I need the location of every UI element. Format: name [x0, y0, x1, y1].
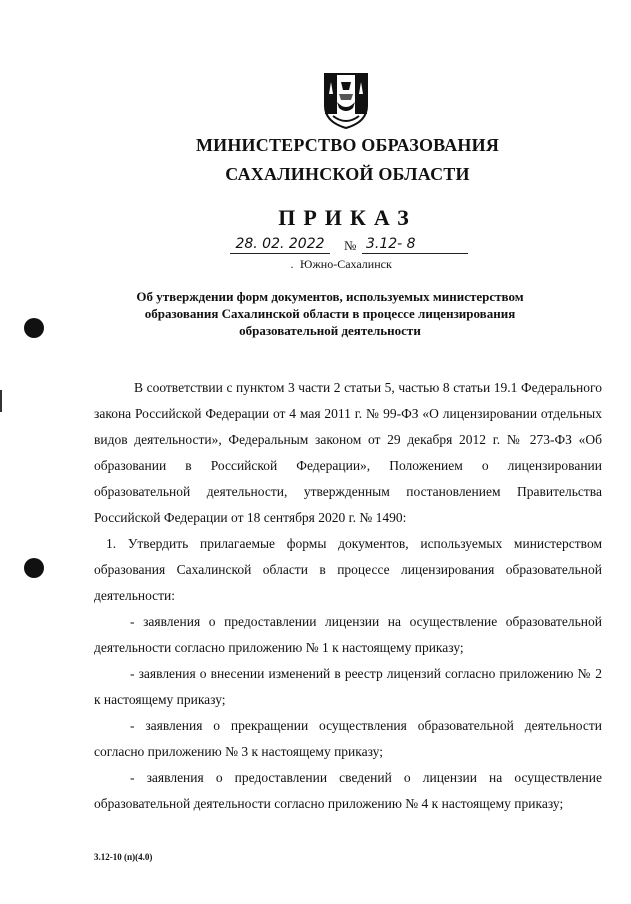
list-item: - заявления о прекращении осуществления образовательной деятельности согласно приложению № 3 к настоящему приказу; [94, 718, 602, 759]
city-name: Южно-Сахалинск [300, 257, 392, 271]
list-item: - заявления о внесении изменений в реестр лицензий согласно приложению № 2 к настоящему приказу; [94, 666, 602, 707]
order-subject: Об утверждении форм документов, используемых министерством образования Сахалинской области в процессе лицензирования образовательной деятельности [136, 289, 524, 338]
date-underline [230, 253, 330, 254]
scan-edge-mark [0, 390, 2, 412]
list-item: - заявления о предоставлении сведений о лицензии на осуществление образовательной деятельности согласно приложению № 4 к настоящему приказу; [94, 770, 602, 811]
number-sign: № [344, 238, 357, 253]
list-item: - заявления о предоставлении лицензии на осуществление образовательной деятельности согласно приложению № 1 к настоящему приказу; [94, 614, 602, 655]
ministry-name-line2: САХАЛИНСКОЙ ОБЛАСТИ [225, 164, 470, 184]
city-dot-mark: · [290, 260, 294, 274]
form-code: 3.12-10 (п)(4.0) [94, 852, 153, 862]
sakhalin-coat-of-arms-icon [321, 68, 371, 130]
item-1-paragraph: 1. Утвердить прилагаемые формы документов, используемых министерством образования Сахалинской области в процессе лицензирования образовательной деятельности: [94, 536, 602, 603]
punch-hole-bottom [24, 558, 44, 578]
order-date: 28. 02. 2022 [235, 236, 325, 252]
ministry-name-line1: МИНИСТЕРСТВО ОБРАЗОВАНИЯ [195, 135, 500, 155]
preamble-paragraph: В соответствии с пунктом 3 части 2 статьи 5, частью 8 статьи 19.1 Федерального закона Российской Федерации от 4 мая 2011 г. № 99-ФЗ «О лицензировании отдельных видов деятельности», Федеральным законом от 29 декабря 2012 г. № 273-ФЗ «Об образовании в Российской Федерации», Положением о лицензировании образовательной деятельности, утвержденным постановлением Правительства Российской Федерации от 18 сентября 2020 г. № 1490: [94, 380, 602, 525]
order-number: 3.12- 8 [366, 236, 416, 252]
date-number-row [230, 236, 470, 256]
order-body [94, 375, 602, 817]
document-type-title: ПРИКАЗ [278, 205, 417, 230]
number-underline [362, 253, 468, 254]
punch-hole-top [24, 318, 44, 338]
